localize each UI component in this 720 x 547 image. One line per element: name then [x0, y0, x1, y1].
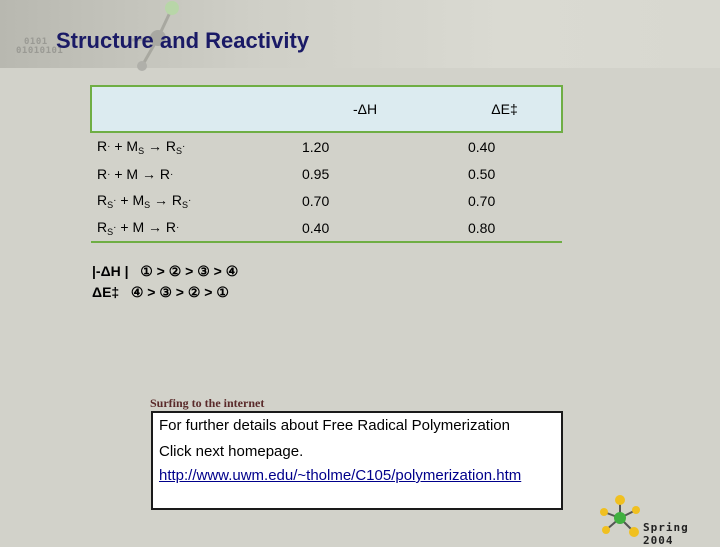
- page-title: Structure and Reactivity: [56, 28, 310, 53]
- table-row: [91, 132, 562, 160]
- binary-line-2: 01010101: [16, 46, 64, 56]
- delta-e-cell: 0.40: [468, 138, 496, 155]
- delta-h-cell: 0.95: [302, 165, 330, 182]
- delta-e-cell: 0.50: [468, 165, 496, 182]
- table-row: [91, 187, 562, 214]
- delta-e-cell: 0.70: [468, 192, 496, 209]
- header-minus-delta-h: -ΔH: [282, 86, 448, 132]
- reactivity-table: [90, 85, 563, 243]
- header-blank: [91, 86, 282, 132]
- polymerization-link[interactable]: http://www.uwm.edu/~tholme/C105/polymerization.htm: [159, 467, 522, 484]
- delta-h-cell: 0.70: [302, 192, 330, 209]
- surf-label: Surfing to the internet: [150, 396, 265, 410]
- info-line-1: For further details about Free Radical Polymerization: [159, 417, 510, 434]
- info-line-2: Click next homepage.: [159, 443, 304, 460]
- reaction-cell: $R_S\cdot + M \to R\cdot$: [91, 214, 282, 242]
- reaction-cell: R· + M → R·: [97, 165, 174, 182]
- delta-h-cell: 1.20: [302, 138, 330, 155]
- table-row: [91, 214, 562, 242]
- table-header-row: [91, 86, 562, 132]
- delta-h-order: |-ΔH | ① > ② > ③ > ④: [92, 263, 239, 279]
- reaction-cell: $R\cdot + M_S \to R_S\cdot$: [97, 137, 186, 156]
- info-box: [151, 411, 563, 510]
- delta-e-order: ΔE‡ ④ > ③ > ② > ①: [92, 284, 229, 300]
- header-delta-e: ΔE‡: [448, 86, 562, 132]
- delta-e-cell: 0.80: [448, 214, 562, 242]
- table-row: [91, 160, 562, 187]
- delta-h-cell: 0.40: [282, 214, 448, 242]
- reaction-cell: $R_S\cdot + M_S \to R_S\cdot$: [97, 191, 192, 210]
- footer-label: Spring 2004: [643, 521, 689, 547]
- molecule-logo-icon: [596, 494, 646, 540]
- binary-line-1: 0101: [24, 37, 48, 47]
